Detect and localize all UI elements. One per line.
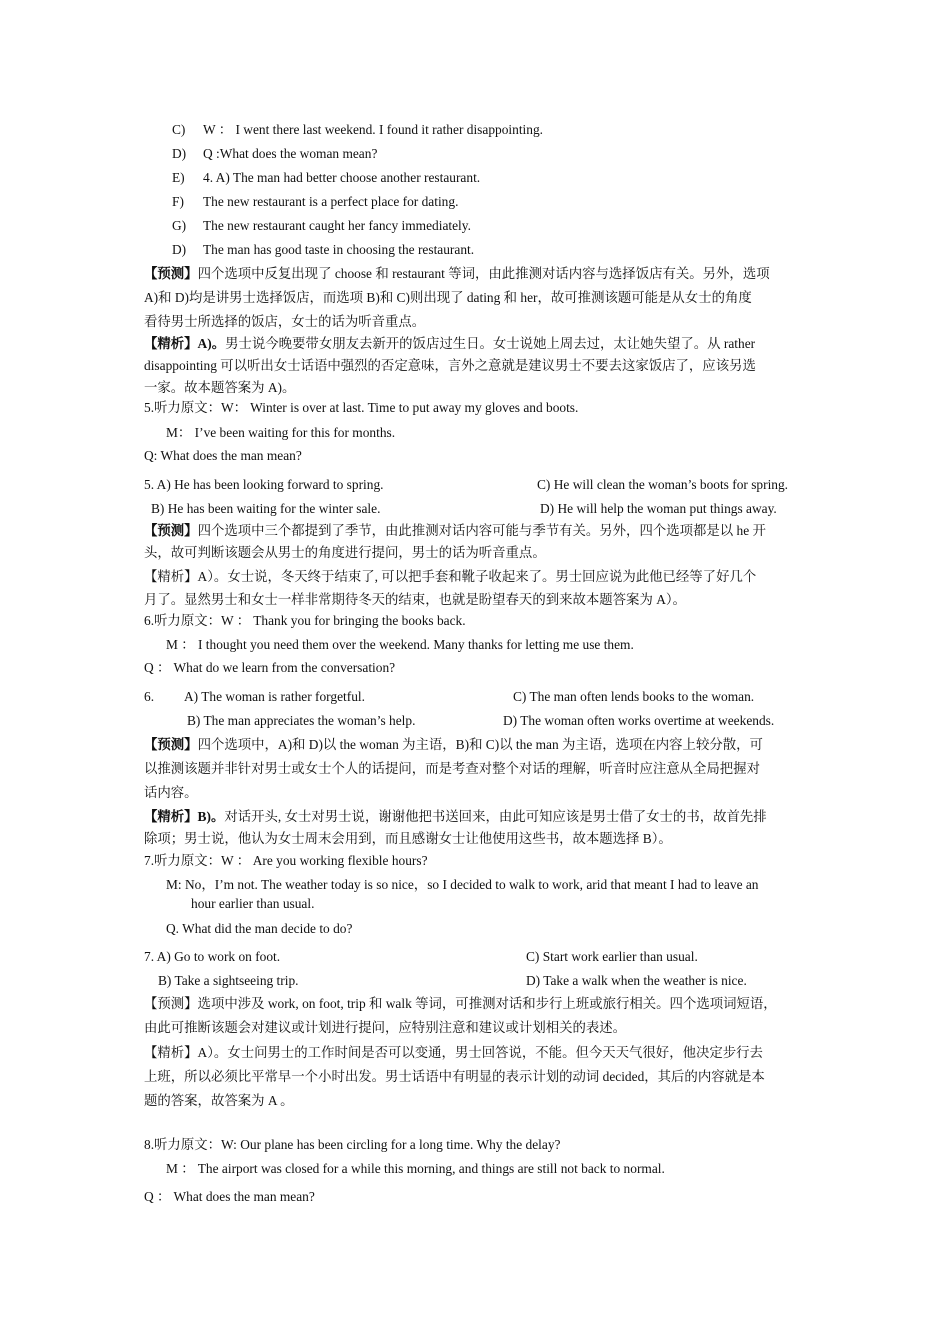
- option-d-text: Q :What does the woman mean?: [203, 146, 378, 161]
- analysis-paragraph-4-line-2: 上班，所以必须比平常早一个小时出发。男士话语中有明显的表示计划的动词 decided，其后的内容就是本: [144, 1069, 765, 1084]
- question-7-question: Q. What did the man decide to do?: [166, 921, 353, 936]
- option-c-marker: C): [172, 122, 186, 137]
- question-5-option-a: 5. A) He has been looking forward to spring.: [144, 477, 384, 492]
- analysis-paragraph-3-line-1: [144, 808, 767, 826]
- question-6-option-c: C) The man often lends books to the woman.: [513, 689, 755, 704]
- question-6-option-a: A) The woman is rather forgetful.: [184, 689, 365, 704]
- option-d-marker: D): [172, 146, 187, 161]
- option-e-marker: E): [172, 170, 185, 185]
- question-5-option-d: D) He will help the woman put things away.: [540, 501, 777, 516]
- prediction-paragraph-3-line-1: [144, 736, 763, 754]
- question-7-option-d: D) Take a walk when the weather is nice.: [526, 973, 747, 988]
- question-6-option-b: B) The man appreciates the woman’s help.: [187, 713, 416, 728]
- option-d2-text: The man has good taste in choosing the restaurant.: [203, 242, 475, 257]
- prediction-paragraph-1-line-1: [144, 265, 770, 283]
- prediction-tag: 【预测】: [144, 266, 198, 281]
- question-8-man: M ： The airport was closed for a while this morning, and things are still not back to normal.: [166, 1161, 665, 1176]
- question-8-transcript: 8.听力原文：W: Our plane has been circling for a long time. Why the delay?: [144, 1137, 561, 1152]
- question-5-man: M： I’ve been waiting for this for months.: [166, 425, 396, 440]
- question-6-number: 6.: [144, 689, 155, 704]
- option-c-text: W ： I went there last weekend. I found it rather disappointing.: [203, 122, 544, 137]
- question-7-option-a: 7. A) Go to work on foot.: [144, 949, 281, 964]
- option-g-text: The new restaurant caught her fancy immediately.: [203, 218, 471, 233]
- question-7-option-b: B) Take a sightseeing trip.: [158, 973, 299, 988]
- question-5-option-c: C) He will clean the woman’s boots for spring.: [537, 477, 789, 492]
- prediction-paragraph-1-line-3: 看待男士所选择的饭店，女士的话为听音重点。: [144, 314, 426, 329]
- option-f-marker: F): [172, 194, 184, 209]
- question-5-option-b: B) He has been waiting for the winter sale.: [151, 501, 381, 516]
- question-7-transcript: 7.听力原文：W ： Are you working flexible hours?: [144, 853, 428, 868]
- prediction-paragraph-1-line-2: A)和 D)均是讲男士选择饭店，而选项 B)和 C)则出现了 dating 和 her，故可推测该题可能是从女士的角度: [144, 290, 752, 305]
- prediction-tag: 【预测】: [144, 523, 198, 538]
- analysis-tag: 【精析】A)。: [144, 336, 226, 351]
- prediction-text: 四个选项中三个都提到了季节，由此推测对话内容可能与季节有关。另外，四个选项都是以 he 开: [197, 523, 766, 538]
- question-7-man-line-2: hour earlier than usual.: [191, 896, 315, 911]
- analysis-tag: 【精析】B)。: [144, 809, 225, 824]
- question-8-question: Q ： What does the man mean?: [144, 1189, 315, 1204]
- question-6-option-d: D) The woman often works overtime at weekends.: [503, 713, 775, 728]
- analysis-text: 男士说今晚要带女朋友去新开的饭店过生日。女士说她上周去过，太让她失望了。从 rather: [225, 336, 756, 351]
- analysis-paragraph-1-line-2: disappointing 可以听出女士话语中强烈的否定意味，言外之意就是建议男士不要去这家饭店了，应该另选: [144, 358, 756, 373]
- question-6-man: M ： I thought you need them over the weekend. Many thanks for letting me use them.: [166, 637, 634, 652]
- prediction-tag: 【预测】: [144, 737, 198, 752]
- question-6-question: Q ： What do we learn from the conversation?: [144, 660, 396, 675]
- option-f-text: The new restaurant is a perfect place for dating.: [203, 194, 459, 209]
- prediction-paragraph-4-line-2: 由此可推断该题会对建议或计划进行提问，应特别注意和建议或计划相关的表述。: [144, 1020, 627, 1035]
- prediction-paragraph-2-line-1: [144, 522, 766, 540]
- prediction-text: 四个选项中反复出现了 choose 和 restaurant 等词，由此推测对话内容与选择饭店有关。另外，选项: [197, 266, 770, 281]
- analysis-paragraph-1-line-1: [144, 335, 755, 353]
- analysis-text: 对话开头, 女士对男士说，谢谢他把书送回来，由此可知应该是男士借了女士的书，故首先排: [224, 809, 767, 824]
- question-5-transcript: 5.听力原文：W： Winter is over at last. Time to put away my gloves and boots.: [144, 400, 579, 415]
- prediction-paragraph-3-line-3: 话内容。: [144, 785, 198, 800]
- question-5-question: Q: What does the man mean?: [144, 448, 302, 463]
- prediction-paragraph-2-line-2: 头，故可判断该题会从男士的角度进行提问，男士的话为听音重点。: [144, 545, 546, 560]
- analysis-paragraph-4-line-3: 题的答案，故答案为 A 。: [144, 1093, 294, 1108]
- prediction-text: 四个选项中，A)和 D)以 the woman 为主语，B)和 C)以 the man 为主语，选项在内容上较分散，可: [197, 737, 763, 752]
- prediction-paragraph-4-line-1: 【预测】选项中涉及 work, on foot, trip 和 walk 等词，可推测对话和步行上班或旅行相关。四个选项词短语，: [144, 996, 777, 1011]
- option-e-text: 4. A) The man had better choose another restaurant.: [203, 170, 481, 185]
- prediction-paragraph-3-line-2: 以推测该题并非针对男士或女士个人的话提问，而是考查对整个对话的理解，听音时应注意从全局把握对: [144, 761, 760, 776]
- question-7-option-c: C) Start work earlier than usual.: [526, 949, 698, 964]
- analysis-paragraph-4-line-1: 【精析】A）。女士问男士的工作时间是否可以变通，男士回答说，不能。但今天天气很好，他决定步行去: [144, 1045, 763, 1060]
- analysis-paragraph-1-line-3: 一家。故本题答案为 A)。: [144, 380, 296, 395]
- option-g-marker: G): [172, 218, 187, 233]
- question-6-transcript: 6.听力原文：W ： Thank you for bringing the books back.: [144, 613, 466, 628]
- analysis-paragraph-2-line-1: 【精析】A）。女士说，冬天终于结束了, 可以把手套和靴子收起来了。男士回应说为此他已经等了好几个: [144, 569, 757, 584]
- question-7-man-line-1: M: No，I’m not. The weather today is so nice，so I decided to walk to work, arid that meant I had to leave an: [166, 877, 759, 892]
- analysis-paragraph-3-line-2: 除项；男士说，他认为女士周末会用到，而且感谢女士让他使用这些书，故本题选择 B）。: [144, 831, 672, 846]
- option-d2-marker: D): [172, 242, 187, 257]
- analysis-paragraph-2-line-2: 月了。显然男士和女士一样非常期待冬天的结束，也就是盼望春天的到来故本题答案为 A）。: [144, 592, 686, 607]
